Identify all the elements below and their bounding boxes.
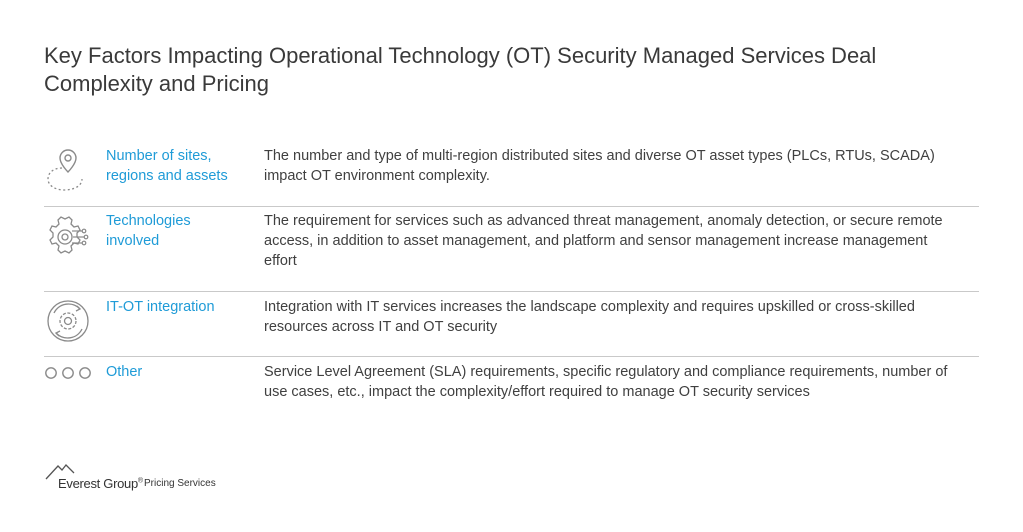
factor-label: Other xyxy=(106,364,143,380)
factor-label: Technologies involved xyxy=(106,213,191,249)
integration-cycle-icon xyxy=(44,297,90,343)
divider xyxy=(44,291,979,292)
location-pin-icon xyxy=(44,146,90,192)
divider xyxy=(44,206,979,207)
factor-label: Number of sites, regions and assets xyxy=(106,148,228,184)
factor-row-sites xyxy=(44,146,979,198)
factor-description: Service Level Agreement (SLA) requirements, specific regulatory and compliance requirements, number of use cases, etc., impact the complexity/effort required to manage OT security services xyxy=(264,364,948,400)
factor-row-technologies xyxy=(44,211,979,281)
page-title: Key Factors Impacting Operational Technology (OT) Security Managed Services Deal Complexity and Pricing xyxy=(44,43,877,96)
factor-row-integration xyxy=(44,297,979,349)
factor-description: The requirement for services such as advanced threat management, anomaly detection, or secure remote access, in addition to asset management, and platform and sensor management increase management effort xyxy=(264,213,943,269)
factor-label: IT-OT integration xyxy=(106,299,215,315)
factor-description: The number and type of multi-region distributed sites and diverse OT asset types (PLCs, RTUs, SCADA) impact OT environment complexity. xyxy=(264,148,935,184)
divider xyxy=(44,356,979,357)
brand-suffix: Pricing Services xyxy=(144,478,216,489)
brand-name: Everest Group® xyxy=(58,476,143,491)
three-circles-icon xyxy=(44,362,90,408)
gear-circuit-icon xyxy=(44,211,90,257)
factor-description: Integration with IT services increases the landscape complexity and requires upskilled or cross-skilled resources across IT and OT security xyxy=(264,299,915,335)
footer-logo xyxy=(44,462,304,492)
factor-row-other xyxy=(44,362,979,406)
